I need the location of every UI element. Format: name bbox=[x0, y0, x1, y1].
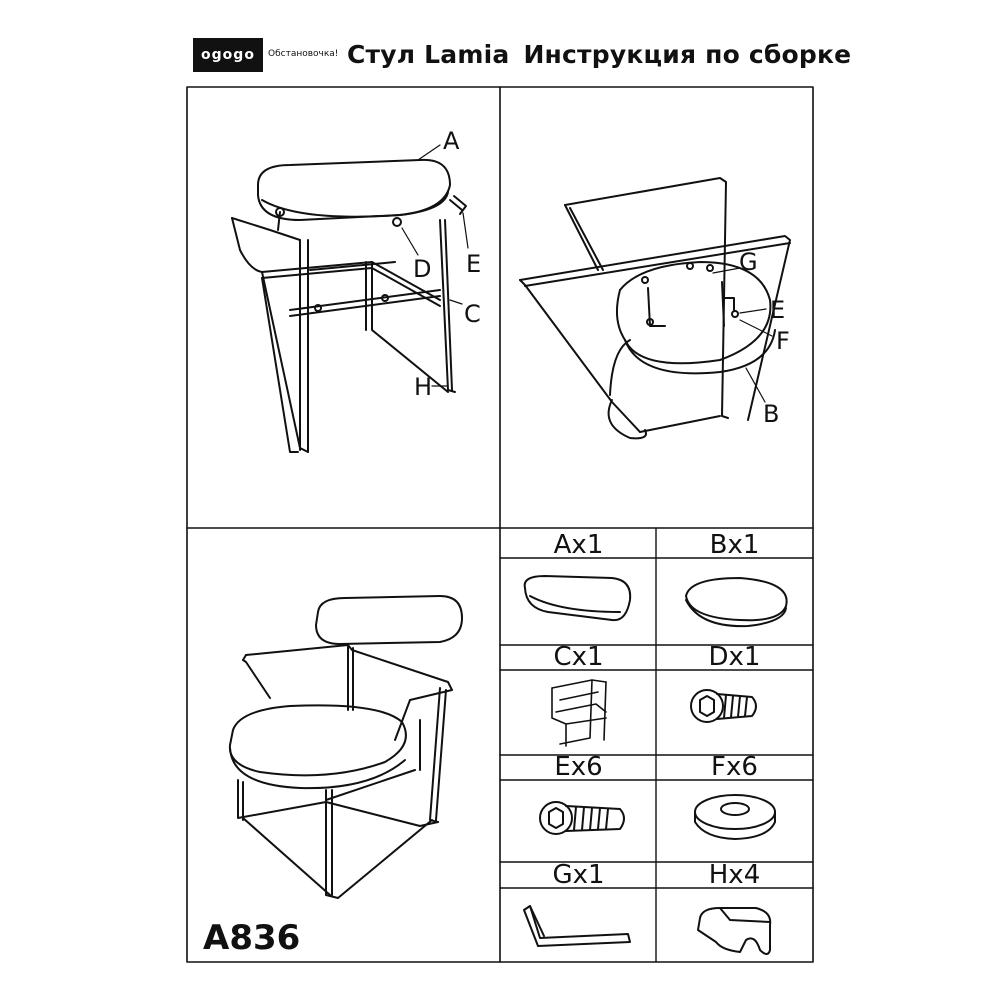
callout-h: H bbox=[414, 373, 433, 401]
diagram-seat-assembly bbox=[520, 178, 790, 438]
part-label-b: Bx1 bbox=[709, 530, 760, 560]
callout-f: F bbox=[776, 327, 790, 355]
hex-key-icon bbox=[524, 906, 630, 946]
screw-icon bbox=[540, 802, 624, 834]
backrest-icon bbox=[525, 576, 631, 620]
part-label-c: Cx1 bbox=[553, 642, 604, 672]
parts-table-grid bbox=[500, 528, 813, 962]
part-label-g: Gx1 bbox=[552, 860, 605, 890]
screw-icon bbox=[691, 690, 756, 722]
frame-icon bbox=[552, 680, 606, 746]
callout-b: B bbox=[763, 400, 780, 428]
part-label-h: Hx4 bbox=[708, 860, 761, 890]
callout-d: D bbox=[413, 255, 432, 283]
callout-e: E bbox=[466, 250, 482, 278]
part-label-d: Dx1 bbox=[708, 642, 761, 672]
brand-slogan: Обстановочка! bbox=[268, 49, 339, 59]
callout-a: A bbox=[443, 127, 460, 155]
seat-icon bbox=[686, 578, 787, 626]
part-label-e: Ex6 bbox=[554, 752, 603, 782]
callout-e2: E bbox=[770, 296, 786, 324]
callout-c: C bbox=[464, 300, 481, 328]
brand-logo: ogogo bbox=[193, 38, 263, 72]
callout-g: G bbox=[739, 248, 758, 276]
foot-glide-icon bbox=[698, 908, 770, 954]
washer-icon bbox=[695, 795, 775, 839]
title-product: Стул Lamia bbox=[347, 40, 510, 69]
part-label-a: Ax1 bbox=[553, 530, 604, 560]
title-instructions: Инструкция по сборке bbox=[523, 40, 852, 69]
model-code: A836 bbox=[203, 918, 301, 958]
part-label-f: Fx6 bbox=[711, 752, 758, 782]
diagram-assembled-chair bbox=[230, 596, 462, 898]
diagram-backrest-assembly bbox=[232, 145, 468, 452]
